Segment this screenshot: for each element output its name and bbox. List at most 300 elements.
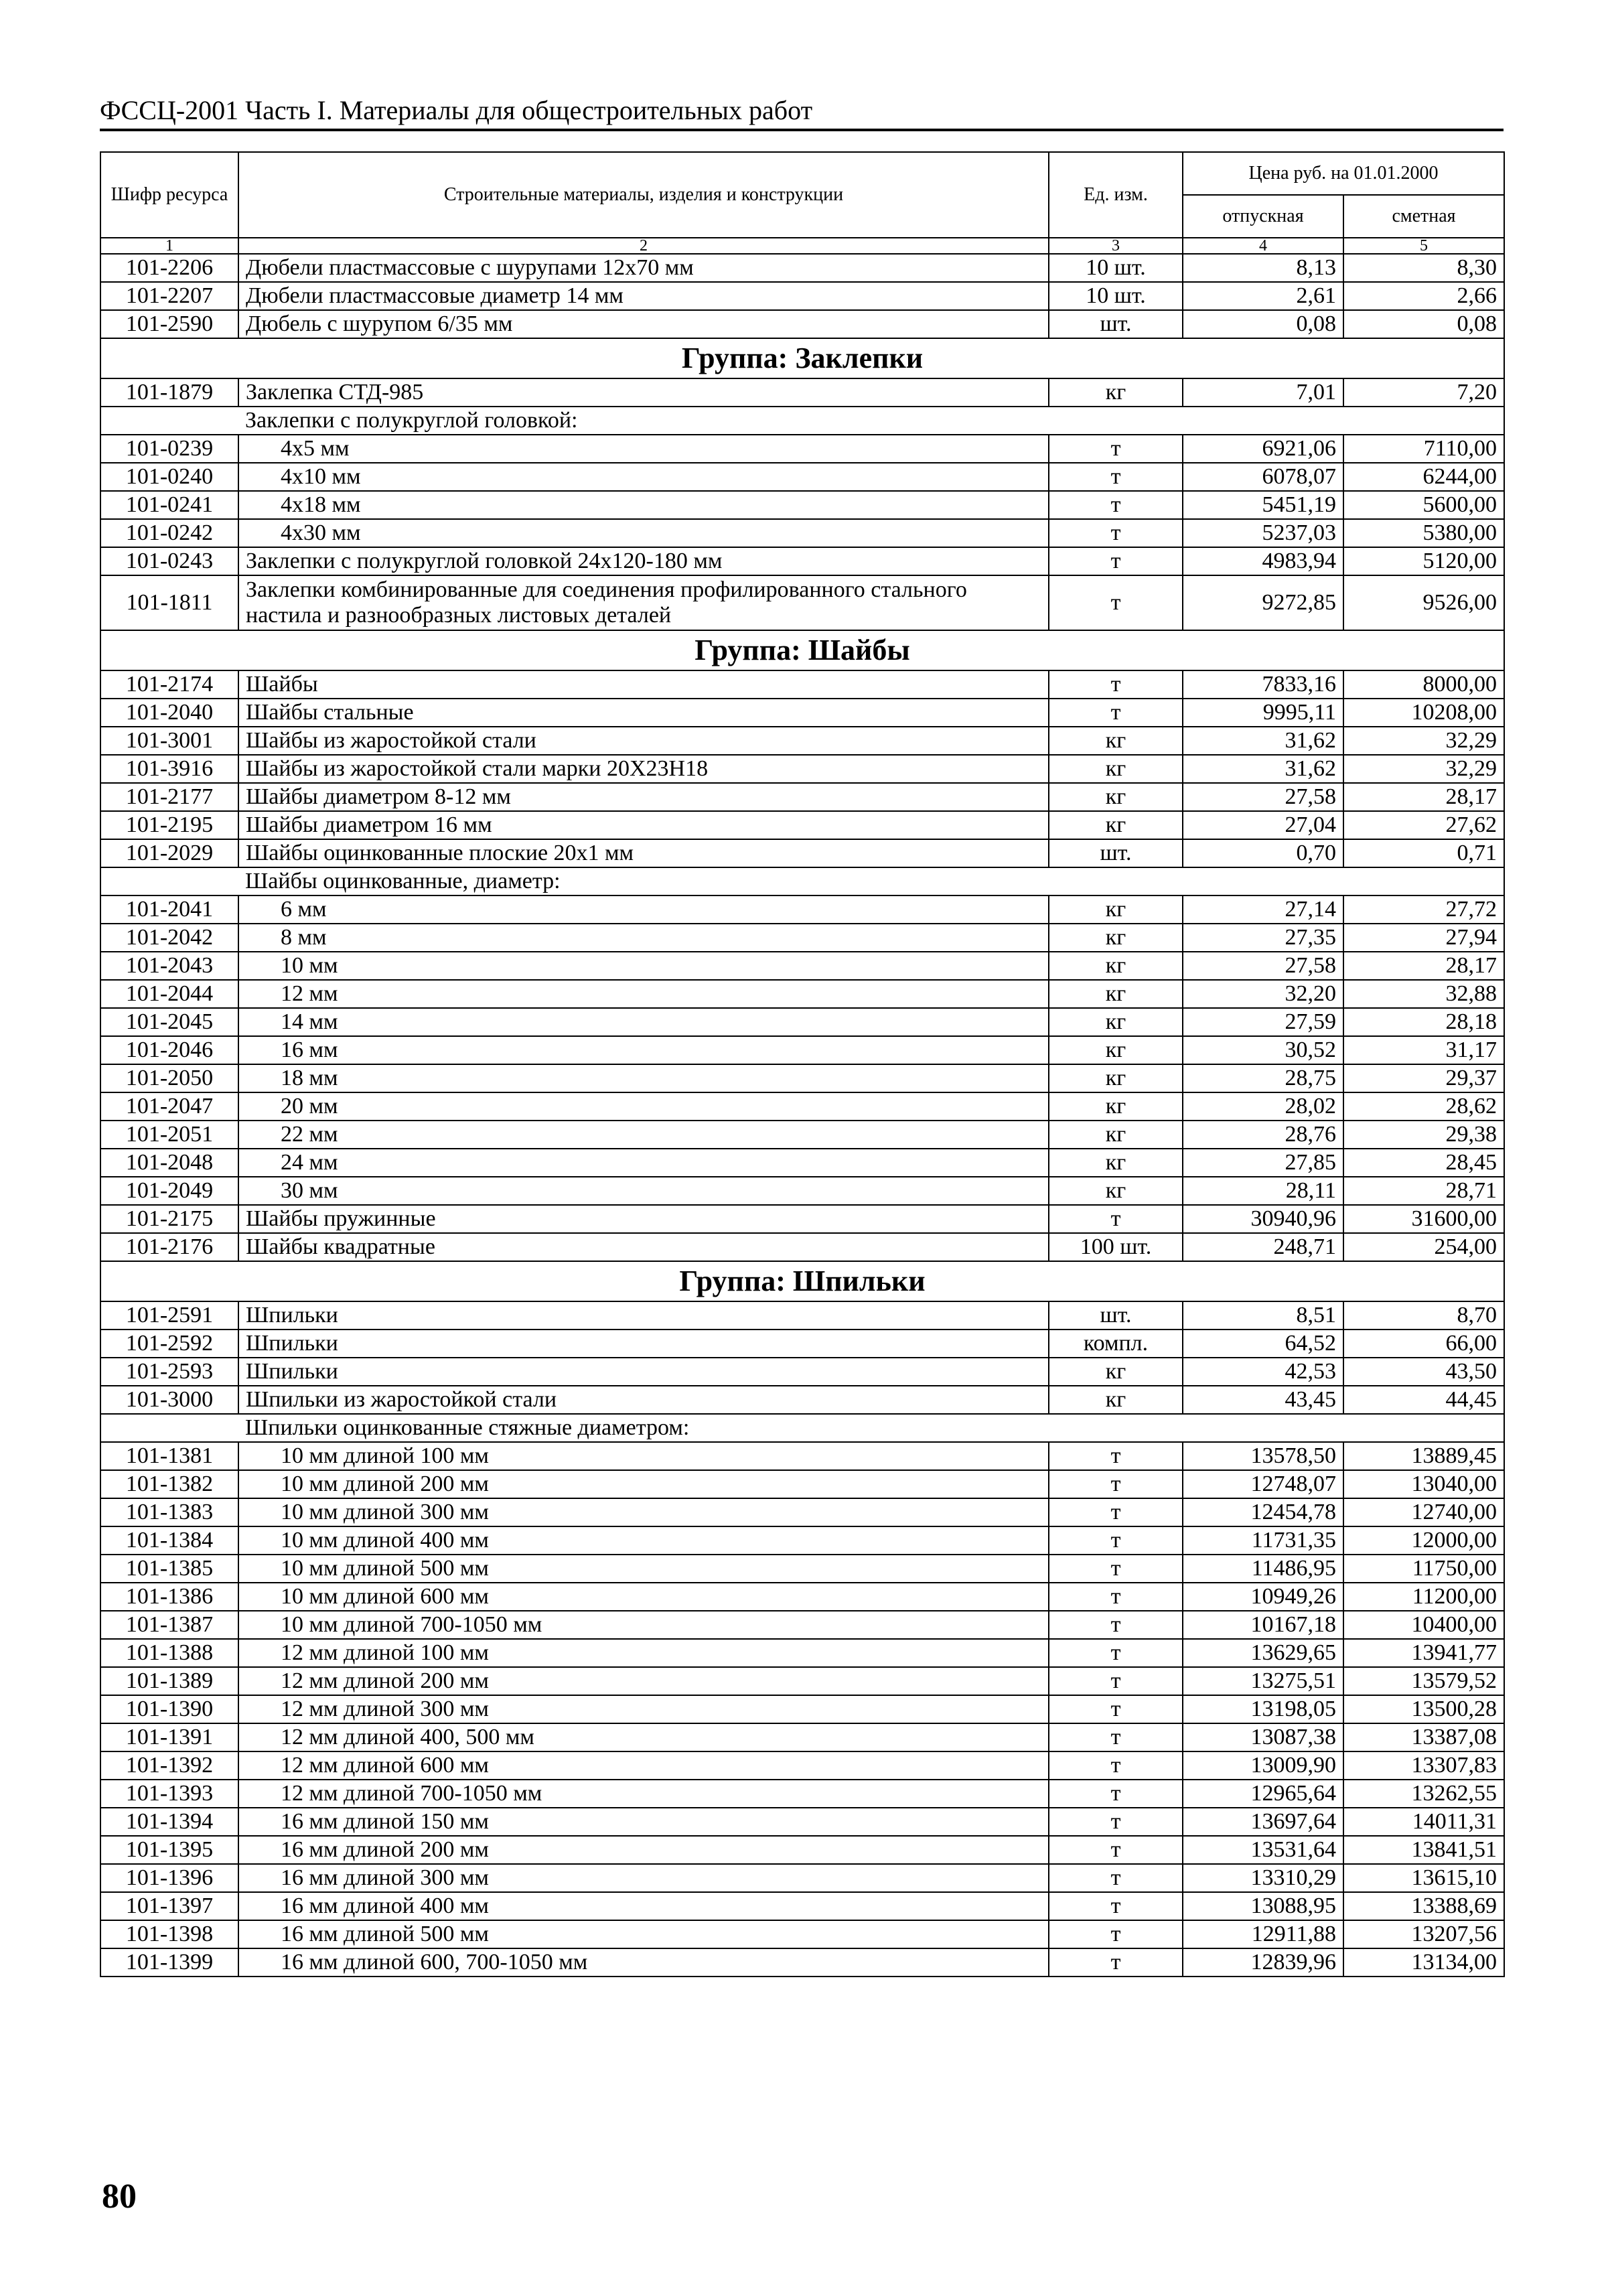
release-price: 12839,96 — [1183, 1948, 1343, 1977]
release-price: 32,20 — [1183, 980, 1343, 1008]
estimate-price: 8,70 — [1343, 1301, 1504, 1330]
table-row — [100, 1358, 1504, 1386]
release-price: 28,76 — [1183, 1121, 1343, 1149]
unit-of-measure: т — [1049, 1723, 1183, 1751]
unit-of-measure: кг — [1049, 1036, 1183, 1064]
release-price: 13531,64 — [1183, 1836, 1343, 1864]
material-name: 16 мм длиной 600, 700-1050 мм — [238, 1948, 1049, 1977]
unit-of-measure: кг — [1049, 924, 1183, 952]
estimate-price: 6244,00 — [1343, 463, 1504, 491]
estimate-price: 13307,83 — [1343, 1751, 1504, 1780]
table-row — [100, 1498, 1504, 1526]
column-index: 1 — [100, 238, 238, 254]
table-row — [100, 895, 1504, 924]
estimate-price: 0,08 — [1343, 310, 1504, 338]
material-name: 4х30 мм — [238, 519, 1049, 547]
unit-of-measure: т — [1049, 1695, 1183, 1723]
table-row — [100, 1948, 1504, 1977]
resource-code: 101-1395 — [100, 1836, 238, 1864]
unit-of-measure: т — [1049, 1948, 1183, 1977]
estimate-price: 28,71 — [1343, 1177, 1504, 1205]
page-number: 80 — [102, 2177, 137, 2216]
estimate-price: 5600,00 — [1343, 491, 1504, 519]
release-price: 12454,78 — [1183, 1498, 1343, 1526]
material-name: 22 мм — [238, 1121, 1049, 1149]
material-name: 16 мм — [238, 1036, 1049, 1064]
table-row — [100, 1092, 1504, 1121]
resource-code: 101-0239 — [100, 435, 238, 463]
unit-of-measure: т — [1049, 1611, 1183, 1639]
resource-code: 101-0241 — [100, 491, 238, 519]
unit-of-measure: компл. — [1049, 1330, 1183, 1358]
unit-of-measure: кг — [1049, 1092, 1183, 1121]
release-price: 13629,65 — [1183, 1639, 1343, 1667]
release-price: 5237,03 — [1183, 519, 1343, 547]
estimate-price: 31600,00 — [1343, 1205, 1504, 1233]
unit-of-measure: 10 шт. — [1049, 254, 1183, 282]
unit-of-measure: т — [1049, 575, 1183, 630]
estimate-price: 13841,51 — [1343, 1836, 1504, 1864]
release-price: 10167,18 — [1183, 1611, 1343, 1639]
table-row — [100, 435, 1504, 463]
material-name: 24 мм — [238, 1149, 1049, 1177]
table-row — [100, 1386, 1504, 1414]
subheading-row — [100, 407, 1504, 435]
release-price: 8,13 — [1183, 254, 1343, 282]
resource-code: 101-2048 — [100, 1149, 238, 1177]
group-row — [100, 1261, 1504, 1301]
unit-of-measure: 100 шт. — [1049, 1233, 1183, 1261]
unit-of-measure: кг — [1049, 980, 1183, 1008]
table-row — [100, 1008, 1504, 1036]
resource-code: 101-1390 — [100, 1695, 238, 1723]
resource-code: 101-2045 — [100, 1008, 238, 1036]
release-price: 0,08 — [1183, 310, 1343, 338]
table-row — [100, 1864, 1504, 1892]
table-row — [100, 378, 1504, 407]
resource-code: 101-2043 — [100, 952, 238, 980]
unit-of-measure: т — [1049, 1920, 1183, 1948]
group-row — [100, 338, 1504, 378]
material-name: 12 мм длиной 400, 500 мм — [238, 1723, 1049, 1751]
table-row — [100, 519, 1504, 547]
resource-code: 101-1811 — [100, 575, 238, 630]
table-row — [100, 1526, 1504, 1555]
table-row — [100, 1611, 1504, 1639]
estimate-price: 14011,31 — [1343, 1808, 1504, 1836]
material-name: Шайбы диаметром 8-12 мм — [238, 783, 1049, 811]
material-name: Шпильки — [238, 1330, 1049, 1358]
unit-of-measure: кг — [1049, 895, 1183, 924]
table-row — [100, 1667, 1504, 1695]
resource-code: 101-2593 — [100, 1358, 238, 1386]
release-price: 9995,11 — [1183, 699, 1343, 727]
estimate-price: 10208,00 — [1343, 699, 1504, 727]
material-name: 4х18 мм — [238, 491, 1049, 519]
resource-code: 101-1394 — [100, 1808, 238, 1836]
unit-of-measure: кг — [1049, 1358, 1183, 1386]
table-row — [100, 254, 1504, 282]
table-row — [100, 1836, 1504, 1864]
unit-of-measure: т — [1049, 1442, 1183, 1470]
estimate-price: 7,20 — [1343, 378, 1504, 407]
release-price: 11486,95 — [1183, 1555, 1343, 1583]
resource-code: 101-2044 — [100, 980, 238, 1008]
estimate-price: 27,62 — [1343, 811, 1504, 839]
header-code: Шифр ресурса — [100, 152, 238, 238]
resource-code: 101-2207 — [100, 282, 238, 310]
material-name: Шайбы из жаростойкой стали марки 20Х23Н18 — [238, 755, 1049, 783]
unit-of-measure: т — [1049, 1808, 1183, 1836]
estimate-price: 29,37 — [1343, 1064, 1504, 1092]
resource-code: 101-1381 — [100, 1442, 238, 1470]
release-price: 6078,07 — [1183, 463, 1343, 491]
unit-of-measure: кг — [1049, 811, 1183, 839]
table-row — [100, 1121, 1504, 1149]
header-name: Строительные материалы, изделия и конструкции — [238, 152, 1049, 238]
table-row — [100, 1177, 1504, 1205]
material-name: 12 мм длиной 200 мм — [238, 1667, 1049, 1695]
material-name: 18 мм — [238, 1064, 1049, 1092]
release-price: 9272,85 — [1183, 575, 1343, 630]
subheading-row — [100, 867, 1504, 895]
unit-of-measure: кг — [1049, 1149, 1183, 1177]
estimate-price: 12000,00 — [1343, 1526, 1504, 1555]
resource-code: 101-0243 — [100, 547, 238, 575]
material-name: 16 мм длиной 500 мм — [238, 1920, 1049, 1948]
table-row — [100, 1808, 1504, 1836]
unit-of-measure: т — [1049, 1864, 1183, 1892]
header-unit: Ед. изм. — [1049, 152, 1183, 238]
table-row — [100, 1036, 1504, 1064]
estimate-price: 13387,08 — [1343, 1723, 1504, 1751]
material-name: Дюбели пластмассовые диаметр 14 мм — [238, 282, 1049, 310]
unit-of-measure: кг — [1049, 1121, 1183, 1149]
resource-code: 101-2176 — [100, 1233, 238, 1261]
material-name: Шайбы диаметром 16 мм — [238, 811, 1049, 839]
estimate-price: 9526,00 — [1343, 575, 1504, 630]
material-name: 14 мм — [238, 1008, 1049, 1036]
material-name: Заклепка СТД-985 — [238, 378, 1049, 407]
material-name: 12 мм длиной 300 мм — [238, 1695, 1049, 1723]
resource-code: 101-1383 — [100, 1498, 238, 1526]
unit-of-measure: т — [1049, 463, 1183, 491]
release-price: 7833,16 — [1183, 670, 1343, 699]
material-name: 12 мм длиной 600 мм — [238, 1751, 1049, 1780]
material-name: 16 мм длиной 150 мм — [238, 1808, 1049, 1836]
material-name: 10 мм — [238, 952, 1049, 980]
table-row — [100, 310, 1504, 338]
release-price: 31,62 — [1183, 755, 1343, 783]
table-row — [100, 1751, 1504, 1780]
unit-of-measure: т — [1049, 1667, 1183, 1695]
material-name: 8 мм — [238, 924, 1049, 952]
resource-code: 101-2041 — [100, 895, 238, 924]
material-name: Шпильки — [238, 1301, 1049, 1330]
release-price: 5451,19 — [1183, 491, 1343, 519]
unit-of-measure: т — [1049, 1583, 1183, 1611]
material-name: 10 мм длиной 300 мм — [238, 1498, 1049, 1526]
table-row — [100, 282, 1504, 310]
unit-of-measure: кг — [1049, 727, 1183, 755]
table-row — [100, 811, 1504, 839]
unit-of-measure: т — [1049, 1498, 1183, 1526]
release-price: 13087,38 — [1183, 1723, 1343, 1751]
material-name: Шайбы — [238, 670, 1049, 699]
material-name: Шайбы квадратные — [238, 1233, 1049, 1261]
estimate-price: 28,18 — [1343, 1008, 1504, 1036]
unit-of-measure: т — [1049, 1751, 1183, 1780]
group-row — [100, 630, 1504, 670]
header-release-price: отпускная — [1183, 195, 1343, 238]
material-name: Шайбы из жаростойкой стали — [238, 727, 1049, 755]
resource-code: 101-2174 — [100, 670, 238, 699]
resource-code: 101-1387 — [100, 1611, 238, 1639]
unit-of-measure: кг — [1049, 1064, 1183, 1092]
resource-code: 101-2590 — [100, 310, 238, 338]
release-price: 27,14 — [1183, 895, 1343, 924]
release-price: 248,71 — [1183, 1233, 1343, 1261]
unit-of-measure: шт. — [1049, 839, 1183, 867]
material-name: 10 мм длиной 200 мм — [238, 1470, 1049, 1498]
material-name: Шпильки — [238, 1358, 1049, 1386]
material-name: 4х10 мм — [238, 463, 1049, 491]
resource-code: 101-2206 — [100, 254, 238, 282]
code-cell — [100, 1414, 238, 1442]
material-name: 10 мм длиной 400 мм — [238, 1526, 1049, 1555]
estimate-price: 28,17 — [1343, 952, 1504, 980]
resource-code: 101-2591 — [100, 1301, 238, 1330]
release-price: 43,45 — [1183, 1386, 1343, 1414]
release-price: 4983,94 — [1183, 547, 1343, 575]
table-body — [100, 254, 1504, 1977]
estimate-price: 32,29 — [1343, 727, 1504, 755]
unit-of-measure: т — [1049, 435, 1183, 463]
resource-code: 101-2195 — [100, 811, 238, 839]
material-name: Заклепки комбинированные для соединения профилированного стального настила и разнообразных листовых деталей — [238, 575, 1049, 630]
estimate-price: 5380,00 — [1343, 519, 1504, 547]
subheading-text: Шпильки оцинкованные стяжные диаметром: — [238, 1414, 1504, 1442]
table-row — [100, 1233, 1504, 1261]
resource-code: 101-2046 — [100, 1036, 238, 1064]
estimate-price: 13941,77 — [1343, 1639, 1504, 1667]
release-price: 7,01 — [1183, 378, 1343, 407]
estimate-price: 11750,00 — [1343, 1555, 1504, 1583]
group-title: Группа: Шайбы — [100, 630, 1504, 670]
table-row — [100, 491, 1504, 519]
release-price: 13310,29 — [1183, 1864, 1343, 1892]
release-price: 28,02 — [1183, 1092, 1343, 1121]
unit-of-measure: кг — [1049, 1386, 1183, 1414]
unit-of-measure: т — [1049, 1205, 1183, 1233]
material-name: Шайбы оцинкованные плоские 20х1 мм — [238, 839, 1049, 867]
material-name: 12 мм — [238, 980, 1049, 1008]
table-row — [100, 1892, 1504, 1920]
header-estimate-price: сметная — [1343, 195, 1504, 238]
table-row — [100, 1583, 1504, 1611]
resource-code: 101-1397 — [100, 1892, 238, 1920]
unit-of-measure: шт. — [1049, 1301, 1183, 1330]
resource-code: 101-2177 — [100, 783, 238, 811]
table-row — [100, 575, 1504, 630]
release-price: 6921,06 — [1183, 435, 1343, 463]
release-price: 27,58 — [1183, 783, 1343, 811]
unit-of-measure: кг — [1049, 783, 1183, 811]
resource-code: 101-2042 — [100, 924, 238, 952]
resource-code: 101-2050 — [100, 1064, 238, 1092]
material-name: 4х5 мм — [238, 435, 1049, 463]
resource-code: 101-2175 — [100, 1205, 238, 1233]
estimate-price: 28,17 — [1343, 783, 1504, 811]
table-row — [100, 1555, 1504, 1583]
table-row — [100, 924, 1504, 952]
column-index: 5 — [1343, 238, 1504, 254]
table-row — [100, 1920, 1504, 1948]
release-price: 13088,95 — [1183, 1892, 1343, 1920]
estimate-price: 28,62 — [1343, 1092, 1504, 1121]
estimate-price: 43,50 — [1343, 1358, 1504, 1386]
group-title: Группа: Шпильки — [100, 1261, 1504, 1301]
material-name: 30 мм — [238, 1177, 1049, 1205]
resource-code: 101-1388 — [100, 1639, 238, 1667]
estimate-price: 5120,00 — [1343, 547, 1504, 575]
estimate-price: 8000,00 — [1343, 670, 1504, 699]
unit-of-measure: кг — [1049, 378, 1183, 407]
column-index: 3 — [1049, 238, 1183, 254]
unit-of-measure: кг — [1049, 1008, 1183, 1036]
material-name: Дюбель с шурупом 6/35 мм — [238, 310, 1049, 338]
code-cell — [100, 407, 238, 435]
column-index: 4 — [1183, 238, 1343, 254]
table-row — [100, 1639, 1504, 1667]
resource-code: 101-1399 — [100, 1948, 238, 1977]
resource-code: 101-2040 — [100, 699, 238, 727]
material-name: 6 мм — [238, 895, 1049, 924]
estimate-price: 13134,00 — [1343, 1948, 1504, 1977]
release-price: 13275,51 — [1183, 1667, 1343, 1695]
estimate-price: 13615,10 — [1343, 1864, 1504, 1892]
material-name: Заклепки с полукруглой головкой 24х120-180 мм — [238, 547, 1049, 575]
release-price: 12911,88 — [1183, 1920, 1343, 1948]
estimate-price: 32,88 — [1343, 980, 1504, 1008]
release-price: 27,85 — [1183, 1149, 1343, 1177]
resource-code: 101-0242 — [100, 519, 238, 547]
material-name: 12 мм длиной 100 мм — [238, 1639, 1049, 1667]
resource-code: 101-1392 — [100, 1751, 238, 1780]
release-price: 13578,50 — [1183, 1442, 1343, 1470]
estimate-price: 13388,69 — [1343, 1892, 1504, 1920]
resource-code: 101-3000 — [100, 1386, 238, 1414]
table-row — [100, 699, 1504, 727]
table-row — [100, 839, 1504, 867]
material-name: 16 мм длиной 400 мм — [238, 1892, 1049, 1920]
table-row — [100, 1149, 1504, 1177]
estimate-price: 13262,55 — [1343, 1780, 1504, 1808]
estimate-price: 13040,00 — [1343, 1470, 1504, 1498]
subheading-text: Заклепки с полукруглой головкой: — [238, 407, 1504, 435]
resource-code: 101-1396 — [100, 1864, 238, 1892]
resource-code: 101-2047 — [100, 1092, 238, 1121]
resource-code: 101-2592 — [100, 1330, 238, 1358]
estimate-price: 29,38 — [1343, 1121, 1504, 1149]
unit-of-measure: т — [1049, 547, 1183, 575]
material-name: 16 мм длиной 300 мм — [238, 1864, 1049, 1892]
header-price: Цена руб. на 01.01.2000 — [1183, 152, 1504, 195]
unit-of-measure: т — [1049, 1555, 1183, 1583]
release-price: 11731,35 — [1183, 1526, 1343, 1555]
estimate-price: 27,72 — [1343, 895, 1504, 924]
table-row — [100, 1723, 1504, 1751]
unit-of-measure: кг — [1049, 755, 1183, 783]
resource-code: 101-2051 — [100, 1121, 238, 1149]
release-price: 42,53 — [1183, 1358, 1343, 1386]
unit-of-measure: т — [1049, 519, 1183, 547]
release-price: 13009,90 — [1183, 1751, 1343, 1780]
table-row — [100, 463, 1504, 491]
estimate-price: 44,45 — [1343, 1386, 1504, 1414]
estimate-price: 32,29 — [1343, 755, 1504, 783]
estimate-price: 27,94 — [1343, 924, 1504, 952]
release-price: 10949,26 — [1183, 1583, 1343, 1611]
unit-of-measure: 10 шт. — [1049, 282, 1183, 310]
release-price: 0,70 — [1183, 839, 1343, 867]
estimate-price: 13500,28 — [1343, 1695, 1504, 1723]
release-price: 2,61 — [1183, 282, 1343, 310]
resource-code: 101-1393 — [100, 1780, 238, 1808]
release-price: 30940,96 — [1183, 1205, 1343, 1233]
release-price: 27,58 — [1183, 952, 1343, 980]
material-name: 10 мм длиной 600 мм — [238, 1583, 1049, 1611]
release-price: 13198,05 — [1183, 1695, 1343, 1723]
material-name: Шайбы стальные — [238, 699, 1049, 727]
estimate-price: 7110,00 — [1343, 435, 1504, 463]
release-price: 64,52 — [1183, 1330, 1343, 1358]
release-price: 13697,64 — [1183, 1808, 1343, 1836]
estimate-price: 11200,00 — [1343, 1583, 1504, 1611]
unit-of-measure: кг — [1049, 1177, 1183, 1205]
group-title: Группа: Заклепки — [100, 338, 1504, 378]
table-row — [100, 952, 1504, 980]
resource-code: 101-2029 — [100, 839, 238, 867]
resource-code: 101-1384 — [100, 1526, 238, 1555]
unit-of-measure: т — [1049, 1780, 1183, 1808]
estimate-price: 13579,52 — [1343, 1667, 1504, 1695]
table-row — [100, 547, 1504, 575]
release-price: 27,35 — [1183, 924, 1343, 952]
table-row — [100, 755, 1504, 783]
material-name: Шпильки из жаростойкой стали — [238, 1386, 1049, 1414]
resource-code: 101-3001 — [100, 727, 238, 755]
table-row — [100, 1330, 1504, 1358]
resource-code: 101-1879 — [100, 378, 238, 407]
table-row — [100, 1442, 1504, 1470]
unit-of-measure: кг — [1049, 952, 1183, 980]
unit-of-measure: т — [1049, 1639, 1183, 1667]
table-row — [100, 1780, 1504, 1808]
unit-of-measure: т — [1049, 670, 1183, 699]
resource-code: 101-1391 — [100, 1723, 238, 1751]
table-row — [100, 1064, 1504, 1092]
release-price: 27,59 — [1183, 1008, 1343, 1036]
release-price: 30,52 — [1183, 1036, 1343, 1064]
estimate-price: 13207,56 — [1343, 1920, 1504, 1948]
release-price: 12965,64 — [1183, 1780, 1343, 1808]
material-name: 20 мм — [238, 1092, 1049, 1121]
table-row — [100, 1205, 1504, 1233]
estimate-price: 2,66 — [1343, 282, 1504, 310]
release-price: 8,51 — [1183, 1301, 1343, 1330]
material-name: 10 мм длиной 500 мм — [238, 1555, 1049, 1583]
